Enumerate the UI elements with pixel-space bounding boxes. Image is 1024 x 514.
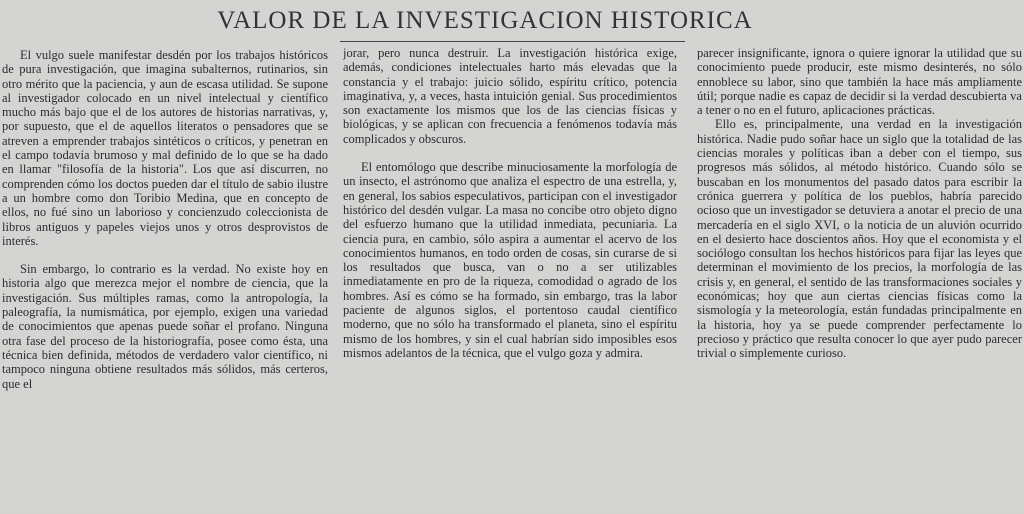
paragraph: El vulgo suele manifestar desdén por los trabajos históricos de pura investigación, que imagina subalternos, rutinarios, sin otro mérito que la paciencia, y aun de escasa utilidad. Se supone al investigador colocado en un nivel intelectual y científico mucho más bajo que el de los autores de historias narrativas, y, por supuesto, que el de aquellos literatos o pensadores que se atreven a emprender trabajos sintéticos o críticos, y penetran en el campo todavía brumoso y mal definido de lo que se ha dado en llamar "filosofía de la historia". Los que así discurren, no comprenden cómo los doctos pueden dar el título de sabio ilustre a un hombre como don Toribio Medina, que en concepto de ellos, no fué sino un laborioso y concienzudo coleccionista de libros antiguos y papeles viejos unos y otros desprovistos de interés.: [2, 48, 328, 248]
article-title: VALOR DE LA INVESTIGACION HISTORICA: [217, 7, 753, 34]
paragraph: jorar, pero nunca destruir. La investigación histórica exige, además, condiciones intelectuales harto más elevadas que la constancia y el trabajo: juicio sólido, espíritu crítico, potencia imaginativa, y, a veces, hasta intuición genial. Sus procedimientos son exactamente los mismos que los de las ciencias físicas y biológicas, y se aplican con frecuencia a fenómenos todavía más complicados y obscuros.: [343, 46, 677, 146]
text-column-2: [343, 46, 677, 512]
title-rule: [340, 41, 685, 42]
text-column-3: [697, 46, 1022, 512]
paragraph: Ello es, principalmente, una verdad en la investigación histórica. Nadie pudo soñar hace un siglo que la totalidad de las ciencias morales y políticas iban a deber con el tiempo, sus progresos más sólidos, al método histórico. Cuando sólo se buscaban en los monumentos del pasado datos para escribir la crónica guerrera y política de los pueblos, habría parecido ocioso que un investigador se detuviera a anotar el precio de una mercadería en el siglo XVI, o la noticia de un aluvión ocurrido en el desierto hace doscientos años. Hoy que el economista y el sociólogo consultan los hechos históricos para fijar las leyes que determinan el movimiento de los precios, la morfología de las crisis y, en general, el sentido de las transformaciones sociales y económicas; hoy que aun ciertas ciencias físicas como la sismología y la meteorología, están fundadas principalmente en la historia, hoy ya se puede comprender perfectamente lo precioso y práctico que resulta conocer lo que ayer pudo parecer trivial o simplemente curioso.: [697, 117, 1022, 361]
paragraph: Sin embargo, lo contrario es la verdad. No existe hoy en historia algo que merezca mejor el nombre de ciencia, que la investigación. Sus múltiples ramas, como la antropología, la paleografía, la numismática, por ejemplo, exigen una variedad de conocimientos que apenas puede soñar el profano. Ninguna otra fase del proceso de la historiografía, posee como ésta, una técnica bien definida, métodos de verdadero valor científico, ni tampoco ninguna obtiene resultados más sólidos, más certeros, que el: [2, 262, 328, 391]
paragraph: El entomólogo que describe minuciosamente la morfología de un insecto, el astrónomo que analiza el espectro de una estrella, y, en general, los sabios especulativos, participan con el investigador histórico del desdén vulgar. La masa no concibe otro objeto digno del esfuerzo humano que la utilidad inmediata, pecuniaria. La ciencia pura, en cambio, sólo aspira a aumentar el acervo de los conocimientos humanos, en todo orden de cosas, sin curarse de si los resultados que busca, van o no a ser utilizables inmediatamente en pro de la riqueza, comodidad o agrado de los hombres. Así es cómo se ha formado, sin embargo, tras la labor paciente de algunos siglos, el portentoso caudal científico moderno, que no sólo ha transformado el planeta, sino el espíritu mismo de los hombres, y sin el cual habrían sido imposibles esos mismos adelantos de la técnica, que el vulgo goza y admira.: [343, 160, 677, 360]
text-column-1: [2, 48, 328, 514]
paragraph: parecer insignificante, ignora o quiere ignorar la utilidad que su conocimiento puede producir, este mismo desinterés, no sólo ennoblece su labor, sino que también la hace más ampliamente útil; porque nadie es capaz de decidir si la verdad descubierta va a tener o no en el futuro, aplicaciones prácticas.: [697, 46, 1022, 118]
